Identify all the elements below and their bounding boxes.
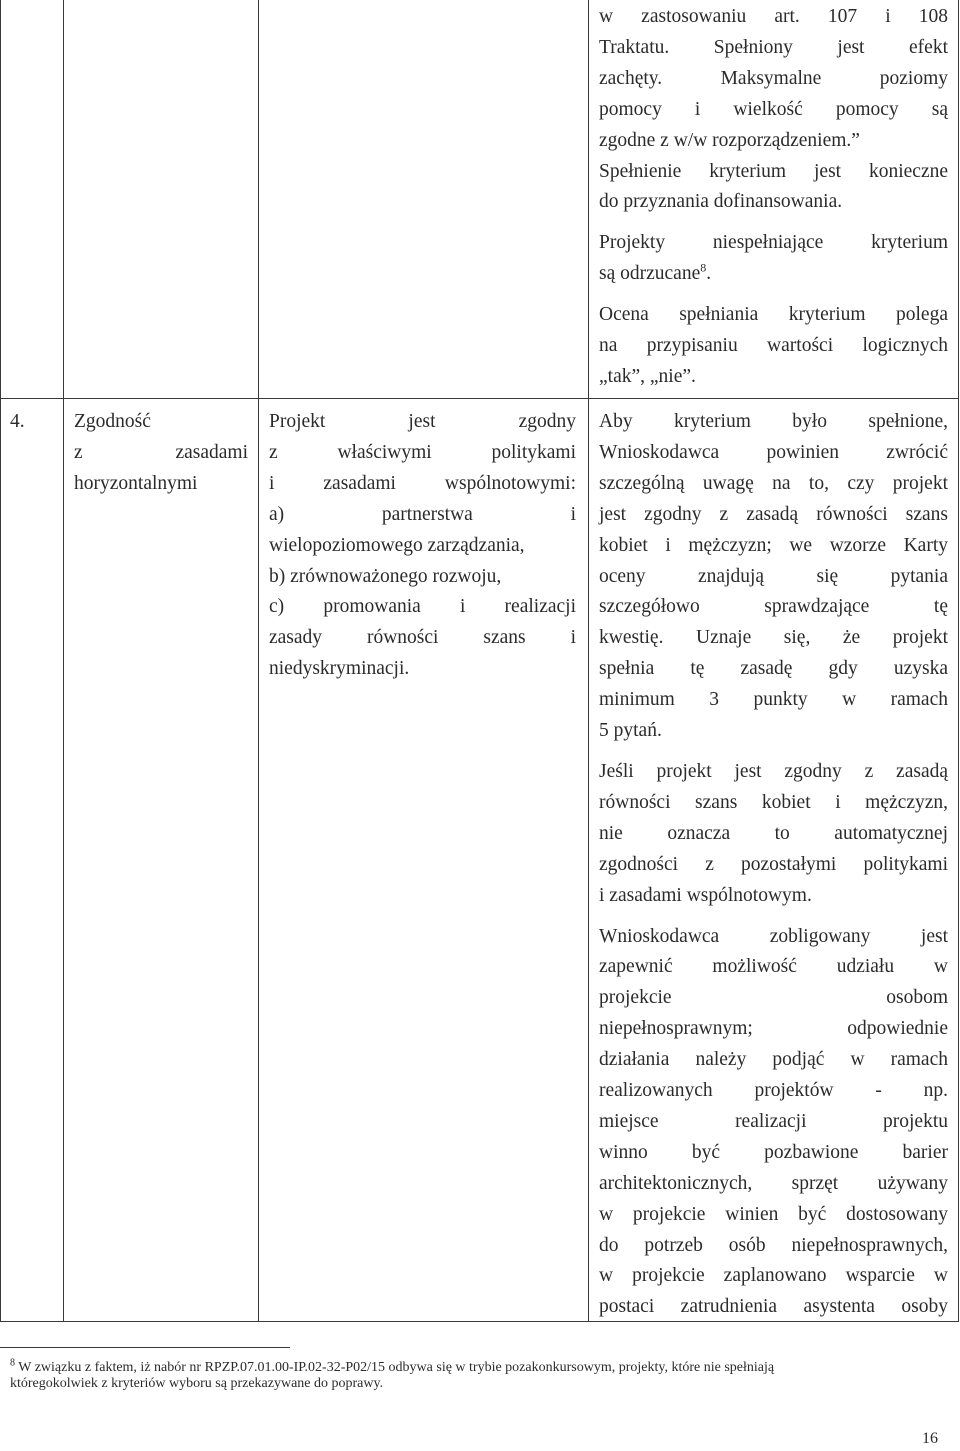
prev-row-description bbox=[599, 2, 948, 393]
text-line: i zasadami wspólnotowym. bbox=[599, 884, 812, 906]
text-line: Wnioskodawca powinien zwrócić bbox=[599, 441, 948, 463]
text-line: Ocena spełniania kryterium polega bbox=[599, 304, 948, 326]
text-line: projekcie osobom bbox=[599, 987, 948, 1009]
column-divider-1 bbox=[63, 0, 64, 1322]
text-line: b) zrównoważonego rozwoju, bbox=[269, 565, 502, 587]
text-line: oceny znajdują się pytania bbox=[599, 565, 948, 587]
text-line: do przyznania dofinansowania. bbox=[599, 191, 843, 213]
footnote-text: W związku z faktem, iż nabór nr RPZP.07.01.00-IP.02-32-P02/15 odbywa się w trybie pozakonkursowym, projekty, które nie spełniają bbox=[15, 1360, 775, 1375]
text-line: szczególną uwagę na to, czy projekt bbox=[599, 472, 948, 494]
page-number: 16 bbox=[922, 1430, 938, 1447]
text-line: kwestię. Uznaje się, że projekt bbox=[599, 627, 948, 649]
text-line: z właściwymi politykami bbox=[269, 441, 576, 463]
footnote-separator bbox=[0, 1347, 290, 1348]
text-line: i zasadami wspólnotowymi: bbox=[269, 472, 576, 494]
text-line: niedyskryminacji. bbox=[269, 658, 410, 680]
footnote-number: 8 bbox=[10, 1357, 15, 1369]
text-line: zgodne z w/w rozporządzeniem.” bbox=[599, 129, 860, 151]
prev-row-paragraph-1 bbox=[599, 2, 948, 218]
prev-row-paragraph-2 bbox=[599, 228, 948, 290]
text-line: 5 pytań. bbox=[599, 720, 662, 742]
text-line: Jeśli projekt jest zgodny z zasadą bbox=[599, 760, 948, 782]
text-line: na przypisaniu wartości logicznych bbox=[599, 335, 948, 357]
text-line: zachęty. Maksymalne poziomy bbox=[599, 67, 948, 89]
text-line: w projekcie zaplanowano wsparcie w bbox=[599, 1265, 948, 1287]
text-line: Spełnienie kryterium jest konieczne bbox=[599, 160, 948, 182]
text-line: kobiet i mężczyzn; we wzorze Karty bbox=[599, 534, 948, 556]
description-paragraph-2 bbox=[599, 757, 948, 912]
text-line: Wnioskodawca zobligowany jest bbox=[599, 925, 948, 947]
text-line: wielopoziomowego zarządzania, bbox=[269, 534, 525, 556]
text-line: postaci zatrudnienia asystenta osoby bbox=[599, 1296, 948, 1318]
row-number-text: 4. bbox=[10, 411, 25, 432]
text-line: architektonicznych, sprzęt używany bbox=[599, 1172, 948, 1194]
text-line: c) promowania i realizacji bbox=[269, 596, 576, 618]
text-line: niepełnosprawnym; odpowiednie bbox=[599, 1018, 948, 1040]
text-line: jest zgodny z zasadą równości szans bbox=[599, 503, 948, 525]
text-line: zasady równości szans i bbox=[269, 627, 576, 649]
text-line: pomocy i wielkość pomocy są bbox=[599, 98, 948, 120]
footnote-line-2: któregokolwiek z kryteriów wyboru są przekazywane do poprawy. bbox=[10, 1376, 384, 1391]
text-line: Projekty niespełniające kryterium bbox=[599, 232, 948, 254]
table-border-left bbox=[0, 0, 1, 1322]
description-paragraph-3 bbox=[599, 922, 948, 1324]
prev-row-paragraph-3 bbox=[599, 300, 948, 393]
text-line: winno być pozbawione barier bbox=[599, 1141, 948, 1163]
criterion-name bbox=[74, 407, 248, 500]
text-line: szczegółowo sprawdzające tę bbox=[599, 596, 948, 618]
text-line: zapewnić możliwość udziału w bbox=[599, 956, 948, 978]
text-line: do potrzeb osób niepełnosprawnych, bbox=[599, 1234, 948, 1256]
row-divider bbox=[0, 398, 959, 399]
description-paragraph-1 bbox=[599, 407, 948, 747]
footnote-line-1 bbox=[10, 1357, 940, 1376]
text-line: miejsce realizacji projektu bbox=[599, 1110, 948, 1132]
text-line: Zgodność bbox=[74, 411, 151, 432]
column-divider-3 bbox=[588, 0, 589, 1322]
text-line: Traktatu. Spełniony jest efekt bbox=[599, 36, 948, 58]
text-line: zgodności z pozostałymi politykami bbox=[599, 853, 948, 875]
text-line: w zastosowaniu art. 107 i 108 bbox=[599, 6, 948, 27]
text-line: a) partnerstwa i bbox=[269, 503, 576, 525]
text-line: spełnia tę zasadę gdy uzyska bbox=[599, 658, 948, 680]
text-line: minimum 3 punkty w ramach bbox=[599, 689, 948, 711]
text-line: „tak”, „nie”. bbox=[599, 365, 696, 387]
text-line: w projekcie winien być dostosowany bbox=[599, 1203, 948, 1225]
criterion-description bbox=[599, 407, 948, 1323]
text-line: są odrzucane$^8$. bbox=[599, 260, 712, 285]
column-divider-2 bbox=[258, 0, 259, 1322]
text-line: działania należy podjąć w ramach bbox=[599, 1049, 948, 1071]
text-line: realizowanych projektów - np. bbox=[599, 1080, 948, 1102]
table-border-right bbox=[958, 0, 959, 1322]
text-line: horyzontalnymi bbox=[74, 472, 198, 494]
text-line: Aby kryterium było spełnione, bbox=[599, 411, 948, 432]
text-line: równości szans kobiet i mężczyzn, bbox=[599, 791, 948, 813]
footnote bbox=[10, 1357, 940, 1392]
text-line: nie oznacza to automatycznej bbox=[599, 822, 948, 844]
row-number bbox=[10, 407, 55, 438]
footnote-reference[interactable]: 8 bbox=[700, 260, 707, 275]
text-line: Projekt jest zgodny bbox=[269, 411, 576, 432]
criterion-definition bbox=[269, 407, 576, 685]
text-line: z zasadami bbox=[74, 441, 248, 463]
